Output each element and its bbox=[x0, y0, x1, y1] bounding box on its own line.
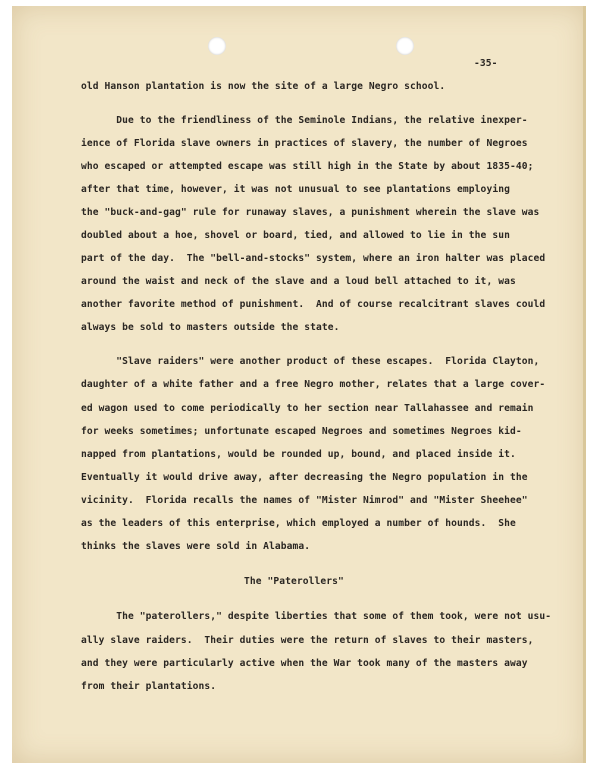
page-edge bbox=[583, 6, 586, 763]
text-line: Due to the friendliness of the Seminole Indians, the relative inexper- bbox=[81, 115, 528, 126]
text-line: the "buck-and-gag" rule for runaway slaves, a punishment wherein the slave was bbox=[81, 207, 540, 218]
page-number: -35- bbox=[474, 58, 498, 69]
text-line: another favorite method of punishment. And of course recalcitrant slaves could bbox=[81, 299, 546, 310]
text-line: who escaped or attempted escape was still high in the State by about 1835-40; bbox=[81, 161, 534, 172]
text-line: ed wagon used to come periodically to her section near Tallahassee and remain bbox=[81, 403, 534, 414]
punch-hole-right bbox=[396, 37, 414, 55]
document-page bbox=[12, 6, 586, 763]
text-line: "Slave raiders" were another product of these escapes. Florida Clayton, bbox=[81, 356, 540, 367]
text-line: for weeks sometimes; unfortunate escaped Negroes and sometimes Negroes kid- bbox=[81, 426, 522, 437]
text-line: from their plantations. bbox=[81, 681, 217, 692]
text-line: as the leaders of this enterprise, which employed a number of hounds. She bbox=[81, 518, 516, 529]
text-line: vicinity. Florida recalls the names of "Mister Nimrod" and "Mister Sheehee" bbox=[81, 495, 528, 506]
text-line: The "paterollers," despite liberties that some of them took, were not usu- bbox=[81, 611, 552, 622]
text-line: part of the day. The "bell-and-stocks" system, where an iron halter was placed bbox=[81, 253, 546, 264]
text-line: around the waist and neck of the slave and a loud bell attached to it, was bbox=[81, 276, 516, 287]
text-line: daughter of a white father and a free Negro mother, relates that a large cover- bbox=[81, 379, 546, 390]
text-line: after that time, however, it was not unusual to see plantations employing bbox=[81, 184, 510, 195]
text-line: and they were particularly active when the War took many of the masters away bbox=[81, 658, 528, 669]
text-line: ience of Florida slave owners in practices of slavery, the number of Negroes bbox=[81, 138, 528, 149]
text-line: ally slave raiders. Their duties were the return of slaves to their masters, bbox=[81, 635, 534, 646]
text-line: old Hanson plantation is now the site of a large Negro school. bbox=[81, 81, 446, 92]
text-line: thinks the slaves were sold in Alabama. bbox=[81, 541, 311, 552]
section-heading: The "Paterollers" bbox=[244, 576, 344, 587]
text-line: napped from plantations, would be rounded up, bound, and placed inside it. bbox=[81, 449, 516, 460]
text-line: always be sold to masters outside the state. bbox=[81, 322, 340, 333]
punch-hole-left bbox=[208, 37, 226, 55]
text-line: Eventually it would drive away, after decreasing the Negro population in the bbox=[81, 472, 528, 483]
text-line: doubled about a hoe, shovel or board, tied, and allowed to lie in the sun bbox=[81, 230, 510, 241]
